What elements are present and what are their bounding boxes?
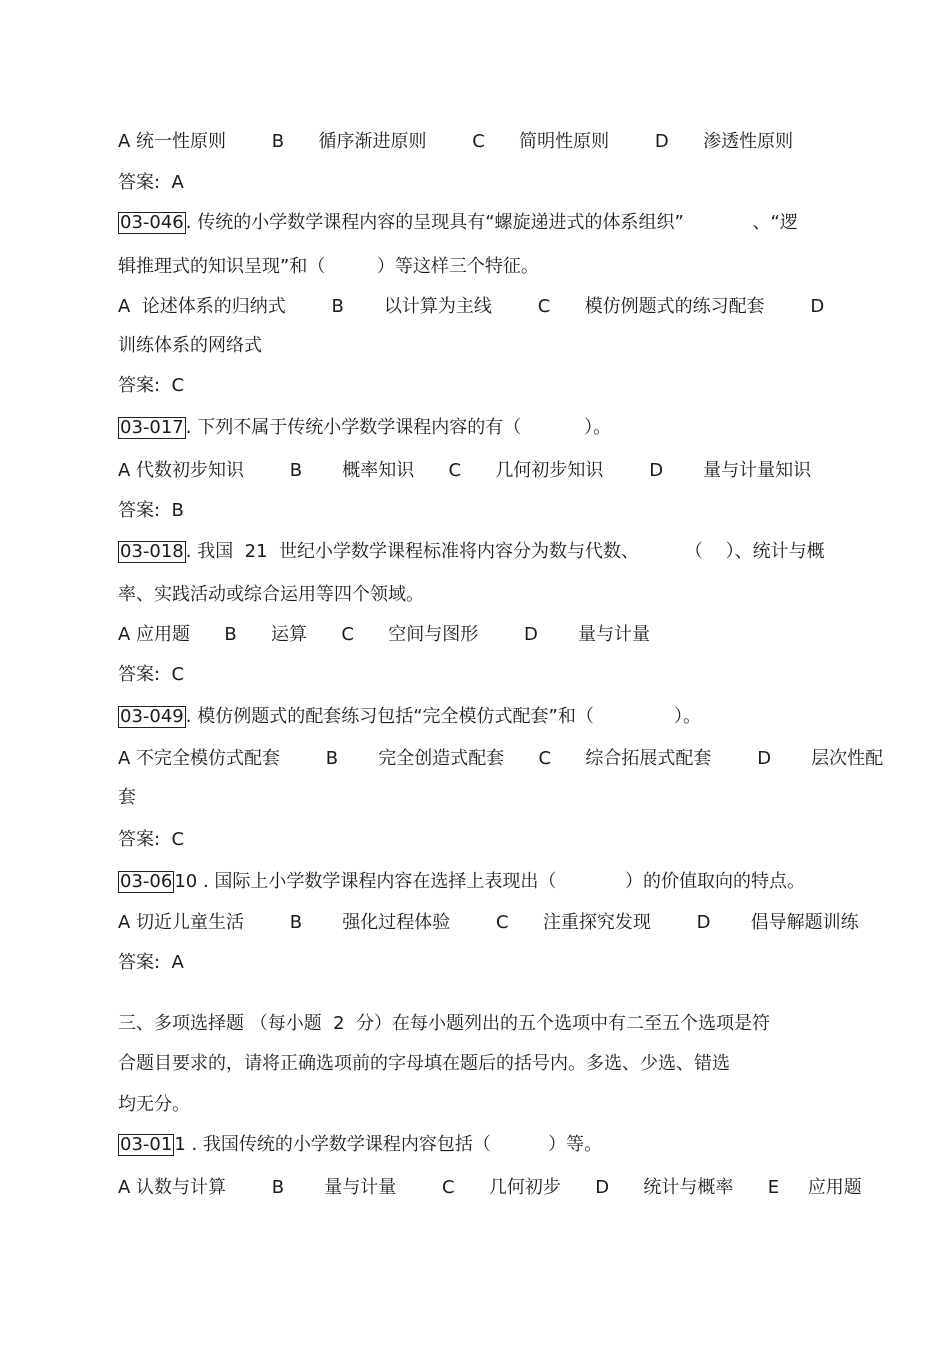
q046-options-cont: 训练体系的网络式 — [118, 335, 262, 356]
q046-stem-text: . 传统的小学数学课程内容的呈现具有“螺旋递进式的体系组织” 、“逻 — [185, 212, 798, 233]
q018-answer: 答案: C — [118, 664, 185, 685]
q011-stem — [118, 1134, 602, 1156]
q046-stem — [118, 212, 798, 234]
q018-options: A 应用题 B 运算 C 空间与图形 D 量与计量 — [118, 624, 650, 645]
q017-options: A 代数初步知识 B 概率知识 C 几何初步知识 D 量与计量知识 — [118, 460, 812, 481]
q0610-stem — [118, 871, 805, 893]
q049-stem — [118, 706, 701, 728]
section-instructions-cont: 均无分。 — [118, 1094, 190, 1115]
q011-stem-text: 1 . 我国传统的小学数学课程内容包括（ ）等。 — [174, 1134, 603, 1155]
q049-options-cont: 套 — [118, 787, 136, 808]
q018-stem-text: . 我国 21 世纪小学数学课程标准将内容分为数与代数、 （ ）、统计与概 — [185, 541, 825, 562]
q049-answer: 答案: C — [118, 829, 185, 850]
q017-answer: 答案: B — [118, 500, 184, 521]
q046-answer: 答案: C — [118, 375, 185, 396]
q018-stem — [118, 541, 825, 563]
q017-stem-text: . 下列不属于传统小学数学课程内容的有（ ）。 — [185, 417, 612, 438]
question-id-box: 03-018 — [120, 541, 184, 562]
q049-stem-text: . 模仿例题式的配套练习包括“完全模仿式配套”和（ ）。 — [185, 706, 701, 727]
question-id-box: 03-01 — [120, 1134, 173, 1155]
section-heading: 三、多项选择题 （每小题 2 分）在每小题列出的五个选项中有二至五个选项是符 — [118, 1013, 771, 1034]
question-id-box: 03-046 — [120, 212, 184, 233]
q045-options: A 统一性原则 B 循序渐进原则 C 简明性原则 D 渗透性原则 — [118, 131, 794, 152]
question-id-box: 03-017 — [120, 417, 184, 438]
q046-stem-cont: 辑推理式的知识呈现”和（ ）等这样三个特征。 — [118, 256, 539, 277]
q045-answer: 答案: A — [118, 172, 184, 193]
q049-options: A 不完全模仿式配套 B 完全创造式配套 C 综合拓展式配套 D 层次性配 — [118, 748, 884, 769]
q018-stem-cont: 率、实践活动或综合运用等四个领域。 — [118, 584, 424, 605]
q0610-options: A 切近儿童生活 B 强化过程体验 C 注重探究发现 D 倡导解题训练 — [118, 912, 859, 933]
q0610-answer: 答案: A — [118, 952, 184, 973]
question-id-box: 03-049 — [120, 706, 184, 727]
section-instructions: 合题目要求的，请将正确选项前的字母填在题后的括号内。多选、少选、错选 — [118, 1053, 730, 1074]
q017-stem — [118, 417, 611, 439]
q046-options: A 论述体系的归纳式 B 以计算为主线 C 模仿例题式的练习配套 D — [118, 296, 825, 317]
question-id-box: 03-06 — [120, 871, 173, 892]
q0610-stem-text: 10 . 国际上小学数学课程内容在选择上表现出（ ）的价值取向的特点。 — [174, 871, 806, 892]
q011-options: A 认数与计算 B 量与计量 C 几何初步 D 统计与概率 E 应用题 — [118, 1177, 862, 1198]
